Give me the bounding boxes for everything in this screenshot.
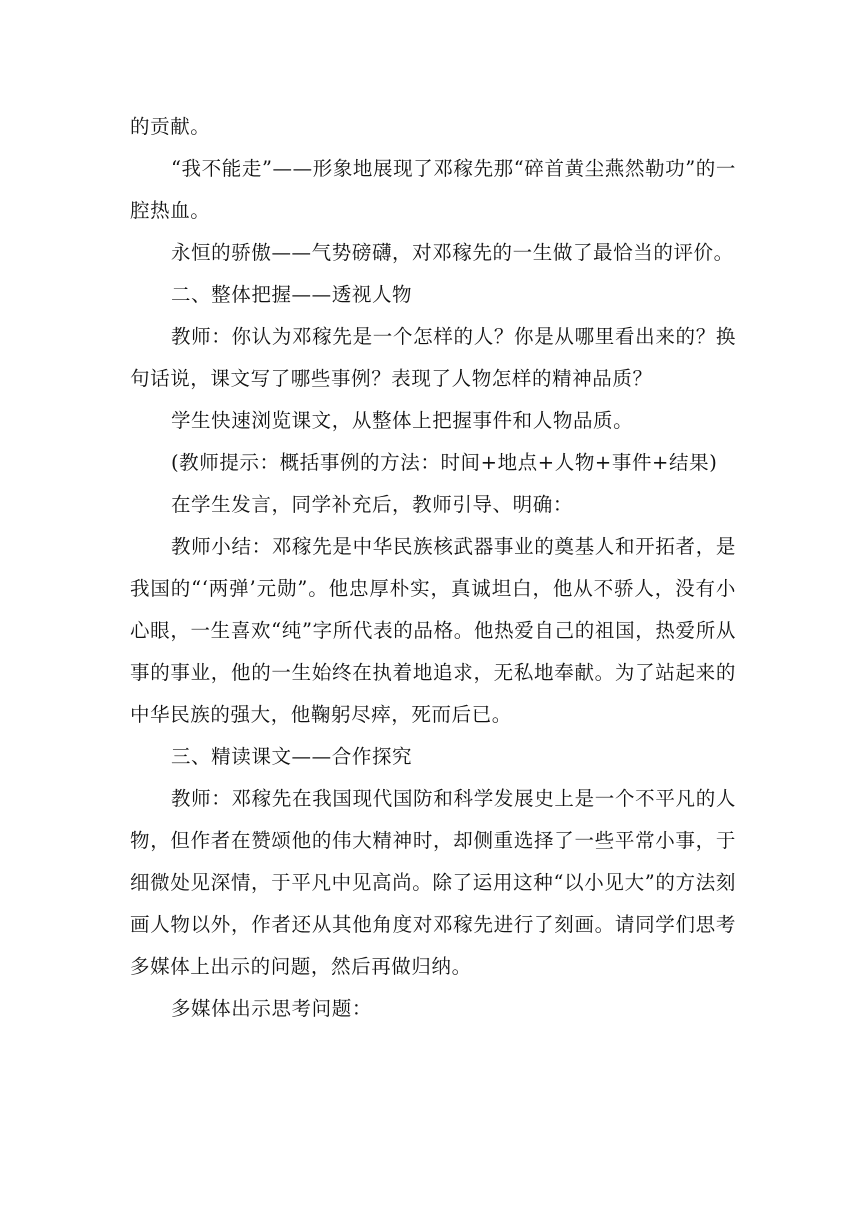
- paragraph-teacher-question: 教师：你认为邓稼先是一个怎样的人？你是从哪里看出来的？换句话说，课文写了哪些事例？表现了人物怎样的精神品质？: [130, 325, 736, 390]
- section-heading-3: 三、精读课文——合作探究: [170, 745, 413, 768]
- paragraph-student-speech: 在学生发言，同学补充后，教师引导、明确：: [170, 493, 573, 516]
- paragraph-continuation: 的贡献。: [130, 115, 211, 138]
- paragraph-student-browse: 学生快速浏览课文，从整体上把握事件和人物品质。: [170, 409, 634, 432]
- paragraph-multimedia: 多媒体出示思考问题：: [170, 997, 372, 1020]
- paragraph-quote-analysis: “我不能走”——形象地展现了邓稼先那“碎首黄尘燕然勒功”的一腔热血。: [130, 157, 736, 222]
- document-body: [130, 106, 736, 1030]
- paragraph-eternal-pride: 永恒的骄傲——气势磅礴，对邓稼先的一生做了最恰当的评价。: [170, 241, 734, 264]
- paragraph-teacher-hint: (教师提示：概括事例的方法：时间+地点+人物+事件+结果): [170, 451, 718, 474]
- paragraph-teacher-summary: 教师小结：邓稼先是中华民族核武器事业的奠基人和开拓者，是我国的“‘两弹’元勋”。他忠厚朴实，真诚坦白，他从不骄人，没有小心眼，一生喜欢“纯”字所代表的品格。他热爱自己的祖国，热爱所从事的事业，他的一生始终在执着地追求，无私地奉献。为了站起来的中华民族的强大，他鞠躬尽瘁，死而后已。: [130, 535, 736, 726]
- paragraph-teacher-intensive: 教师：邓稼先在我国现代国防和科学发展史上是一个不平凡的人物，但作者在赞颂他的伟大精神时，却侧重选择了一些平常小事，于细微处见深情，于平凡中见高尚。除了运用这种“以小见大”的方法刻画人物以外，作者还从其他角度对邓稼先进行了刻画。请同学们思考多媒体上出示的问题，然后再做归纳。: [130, 787, 736, 978]
- section-heading-2: 二、整体把握——透视人物: [170, 283, 413, 306]
